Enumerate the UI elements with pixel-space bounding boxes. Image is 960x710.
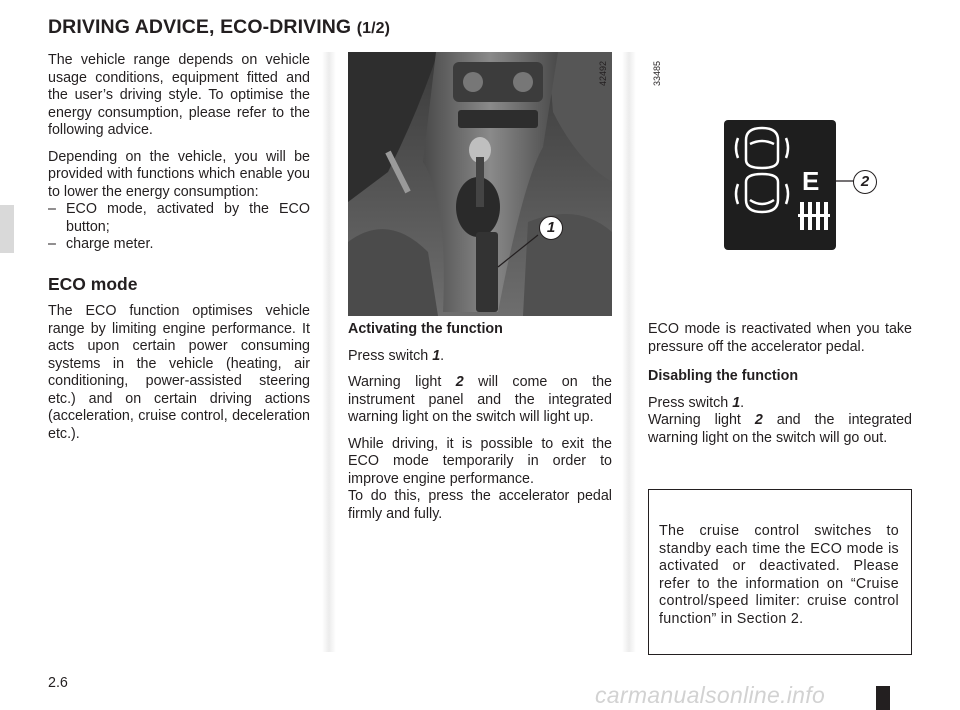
activating-heading: Activating the function (348, 321, 503, 337)
list-item (48, 236, 310, 254)
title-part: (1/2) (356, 20, 391, 37)
page-number: 2.6 (48, 675, 68, 691)
page-title (48, 16, 390, 39)
eco-letter: E (802, 166, 820, 196)
warning-post: will come on the instrument panel and the integrated warning light on the switch will light up. (348, 374, 612, 425)
column-right (648, 321, 912, 456)
press-text: Press switch (648, 394, 733, 411)
switch-number: 1 (732, 394, 741, 411)
functions-intro: Depending on the vehicle, you will be provided with functions which enable you to lower the energy consumption: (48, 148, 310, 200)
switch-number: 1 (432, 347, 441, 364)
list-item (48, 201, 310, 236)
list-text: ECO mode, activated by the ECO button; (66, 201, 310, 235)
press-end: . (740, 394, 745, 411)
note-box (648, 489, 912, 655)
dashboard-illustration (348, 52, 612, 316)
car-eco-icon (724, 120, 836, 250)
dashboard-photo (348, 52, 612, 316)
disabling-heading: Disabling the function (648, 368, 799, 384)
warning-pre: Warning light (348, 374, 456, 390)
list-dash: – (48, 201, 56, 217)
press-switch-line (348, 348, 612, 366)
callout-2: 2 (853, 170, 877, 194)
warning-number: 2 (754, 412, 763, 428)
figure-ref-2: 33485 (652, 60, 662, 86)
warning-pre: Warning light (648, 412, 755, 428)
exit-paragraph: While driving, it is possible to exit the ECO mode temporarily in order to improve engine performance. (348, 435, 612, 487)
section-tab (0, 205, 14, 253)
intro-paragraph: The vehicle range depends on vehicle usage conditions, equipment fitted and the user’s driving style. To optimise the energy consumption, please refer to the following advice. (48, 52, 310, 138)
eco-mode-paragraph: The ECO function optimises vehicle range by limiting engine performance. It acts upon certain power consuming systems in the vehicle (heating, air conditioning, power-assisted steering etc.) and on certain driving actions (acceleration, cruise control, deceleration etc.). (48, 303, 310, 442)
todo-paragraph: To do this, press the accelerator pedal firmly and fully. (348, 488, 612, 522)
column-left (48, 52, 310, 452)
column-middle (348, 321, 612, 532)
list-dash: – (48, 236, 56, 252)
column-separator (622, 52, 636, 652)
list-text: charge meter. (66, 236, 154, 252)
warning-paragraph (348, 374, 612, 427)
eco-mode-heading: ECO mode (48, 273, 138, 294)
note-text: The cruise control switches to standby each time the ECO mode is activated or deactivated. Please refer to the information on “Cruise control/speed limiter: cruise control function” in Section 2. (659, 523, 899, 627)
watermark: carmanualsonline.info (595, 682, 826, 708)
press-end: . (440, 347, 445, 364)
callout-1: 1 (539, 216, 563, 240)
press-switch-line (648, 395, 912, 413)
warning-post: and the integrated warning light on the switch will go out. (648, 412, 912, 446)
eco-warning-light (724, 120, 836, 250)
title-text: DRIVING ADVICE, ECO-DRIVING (48, 16, 352, 38)
corner-mark (876, 686, 890, 710)
column-separator (322, 52, 336, 652)
press-text: Press switch (348, 347, 433, 364)
warning-paragraph (648, 412, 912, 447)
reactivate-paragraph: ECO mode is reactivated when you take pressure off the accelerator pedal. (648, 321, 912, 355)
warning-number: 2 (455, 374, 464, 390)
figure-ref-1: 42492 (598, 60, 608, 86)
